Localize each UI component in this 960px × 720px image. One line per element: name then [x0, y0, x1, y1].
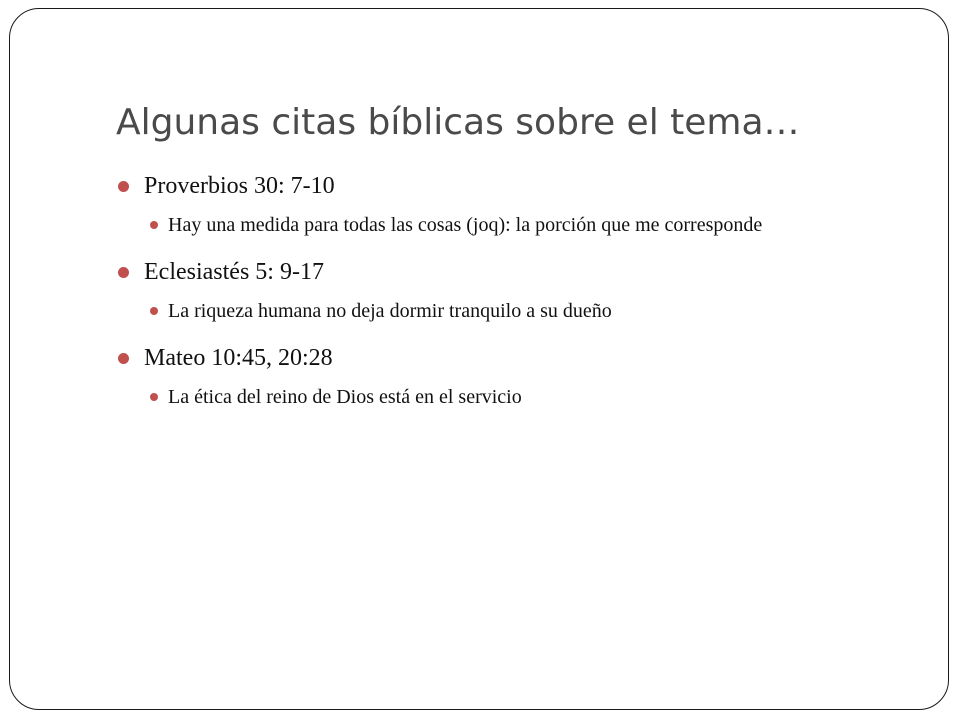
bullet-item	[118, 255, 878, 289]
bullet-text: Eclesiastés 5: 9-17	[144, 259, 324, 285]
sub-bullet-text: La ética del reino de Dios está en el servicio	[168, 386, 522, 408]
sub-bullet-text: Hay una medida para todas las cosas (joq): la porción que me corresponde	[168, 214, 763, 236]
bullet-icon	[118, 181, 129, 192]
bullet-text: Proverbios 30: 7-10	[144, 173, 335, 199]
sub-bullet-item	[150, 211, 878, 239]
sub-bullet-text: La riqueza humana no deja dormir tranquilo a su dueño	[168, 300, 612, 322]
bullet-icon	[150, 307, 158, 315]
bullet-item	[118, 341, 878, 375]
slide-frame	[9, 8, 949, 710]
bullet-text: Mateo 10:45, 20:28	[144, 345, 333, 371]
bullet-icon	[150, 393, 158, 401]
bullet-list	[118, 169, 878, 427]
sub-bullet-item	[150, 383, 878, 411]
sub-bullet-item	[150, 297, 878, 325]
bullet-icon	[118, 267, 129, 278]
bullet-icon	[150, 221, 158, 229]
slide-title: Algunas citas bíblicas sobre el tema…	[116, 102, 800, 143]
bullet-icon	[118, 353, 129, 364]
bullet-item	[118, 169, 878, 203]
